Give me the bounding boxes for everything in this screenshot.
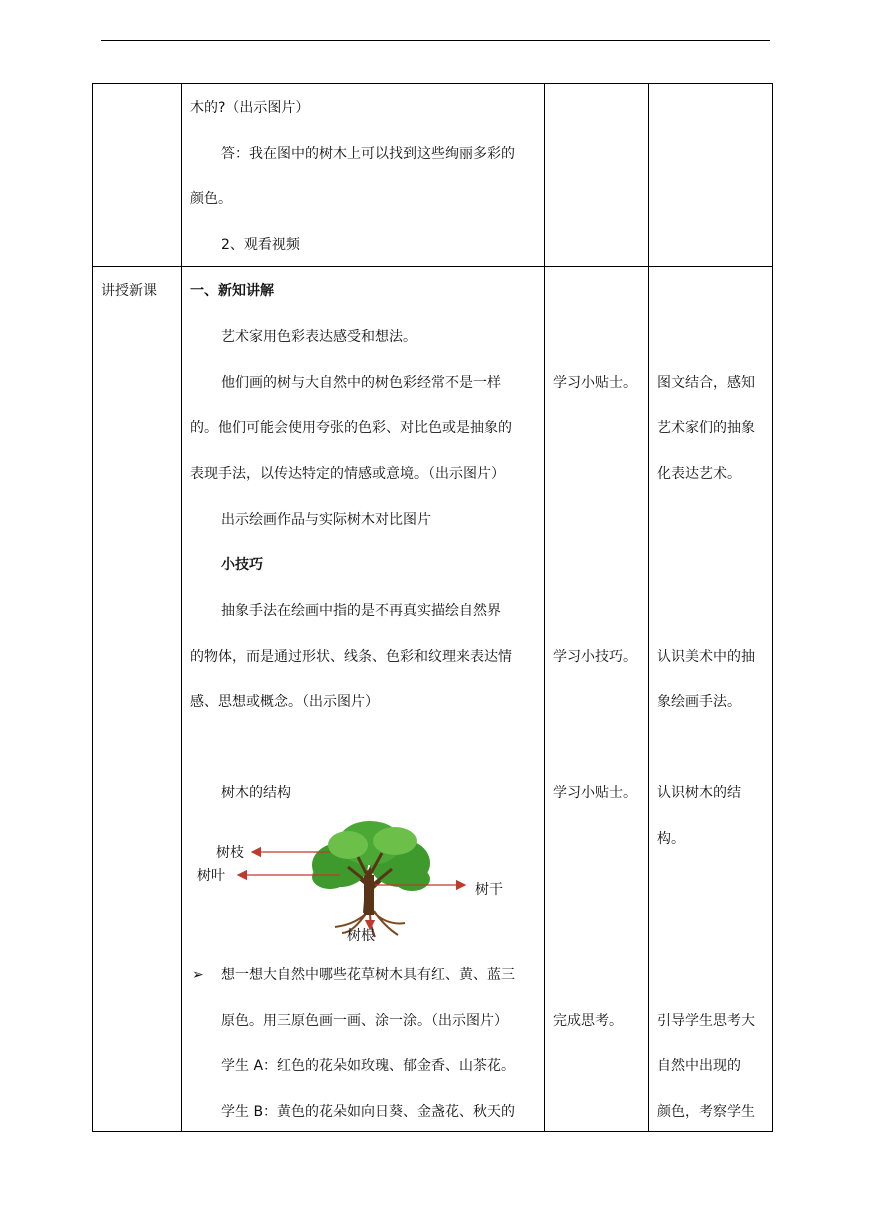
content-line: 原色。用三原色画一画、涂一涂。（出示图片） — [221, 1013, 508, 1029]
table-border-bottom — [92, 1131, 773, 1132]
student-activity: 学习小贴士。 — [553, 785, 637, 801]
section-label: 讲授新课 — [101, 283, 157, 299]
content-line: 学生 A：红色的花朵如玫瑰、郁金香、山茶花。 — [221, 1058, 516, 1074]
label-leaf: 树叶 — [197, 868, 225, 884]
table-border-top — [92, 83, 773, 84]
content-line: 学生 B：黄色的花朵如向日葵、金盏花、秋天的 — [221, 1104, 516, 1120]
design-intent: 化表达艺术。 — [657, 466, 741, 482]
design-intent: 认识树木的结 — [657, 785, 741, 801]
tip-heading: 小技巧 — [221, 557, 263, 573]
tree-illustration — [312, 821, 430, 937]
label-trunk: 树干 — [475, 882, 503, 898]
table-border-left — [92, 83, 93, 1132]
table-border-right — [772, 83, 773, 1132]
content-line: 他们画的树与大自然中的树色彩经常不是一样 — [221, 375, 501, 391]
table-row-divider — [92, 266, 773, 267]
design-intent: 艺术家们的抽象 — [657, 420, 755, 436]
content-line: 想一想大自然中哪些花草树木具有红、黄、蓝三 — [221, 967, 515, 983]
content-line: 出示绘画作品与实际树木对比图片 — [221, 512, 431, 528]
table-col-divider-3 — [648, 83, 649, 1132]
section-heading: 一、新知讲解 — [190, 283, 274, 299]
design-intent: 象绘画手法。 — [657, 694, 741, 710]
content-line: 感、思想或概念。（出示图片） — [190, 694, 379, 710]
design-intent: 自然中出现的 — [657, 1058, 741, 1074]
content-line: 艺术家用色彩表达感受和想法。 — [221, 329, 417, 345]
table-col-divider-1 — [181, 83, 182, 1132]
design-intent: 构。 — [657, 831, 685, 847]
bullet-arrow-icon: ➢ — [192, 967, 204, 983]
content-line: 抽象手法在绘画中指的是不再真实描绘自然界 — [221, 603, 501, 619]
content-line: 2、观看视频 — [221, 237, 300, 253]
content-line: 树木的结构 — [221, 785, 291, 801]
student-activity: 学习小技巧。 — [553, 649, 637, 665]
design-intent: 颜色，考察学生 — [657, 1104, 755, 1120]
design-intent: 图文结合，感知 — [657, 375, 755, 391]
content-line: 的物体，而是通过形状、线条、色彩和纹理来表达情 — [190, 649, 512, 665]
student-activity: 学习小贴士。 — [553, 375, 637, 391]
content-line: 表现手法，以传达特定的情感或意境。（出示图片） — [190, 466, 505, 482]
design-intent: 认识美术中的抽 — [657, 649, 755, 665]
content-line: 木的?（出示图片） — [190, 100, 310, 116]
design-intent: 引导学生思考大 — [657, 1013, 755, 1029]
student-activity: 完成思考。 — [553, 1013, 623, 1029]
label-root: 树根 — [347, 928, 375, 944]
content-line: 答：我在图中的树木上可以找到这些绚丽多彩的 — [221, 146, 515, 162]
content-line: 颜色。 — [190, 191, 232, 207]
label-branch: 树枝 — [216, 845, 244, 861]
page-header-rule — [101, 40, 770, 41]
table-col-divider-2 — [544, 83, 545, 1132]
content-line: 的。他们可能会使用夸张的色彩、对比色或是抽象的 — [190, 420, 512, 436]
